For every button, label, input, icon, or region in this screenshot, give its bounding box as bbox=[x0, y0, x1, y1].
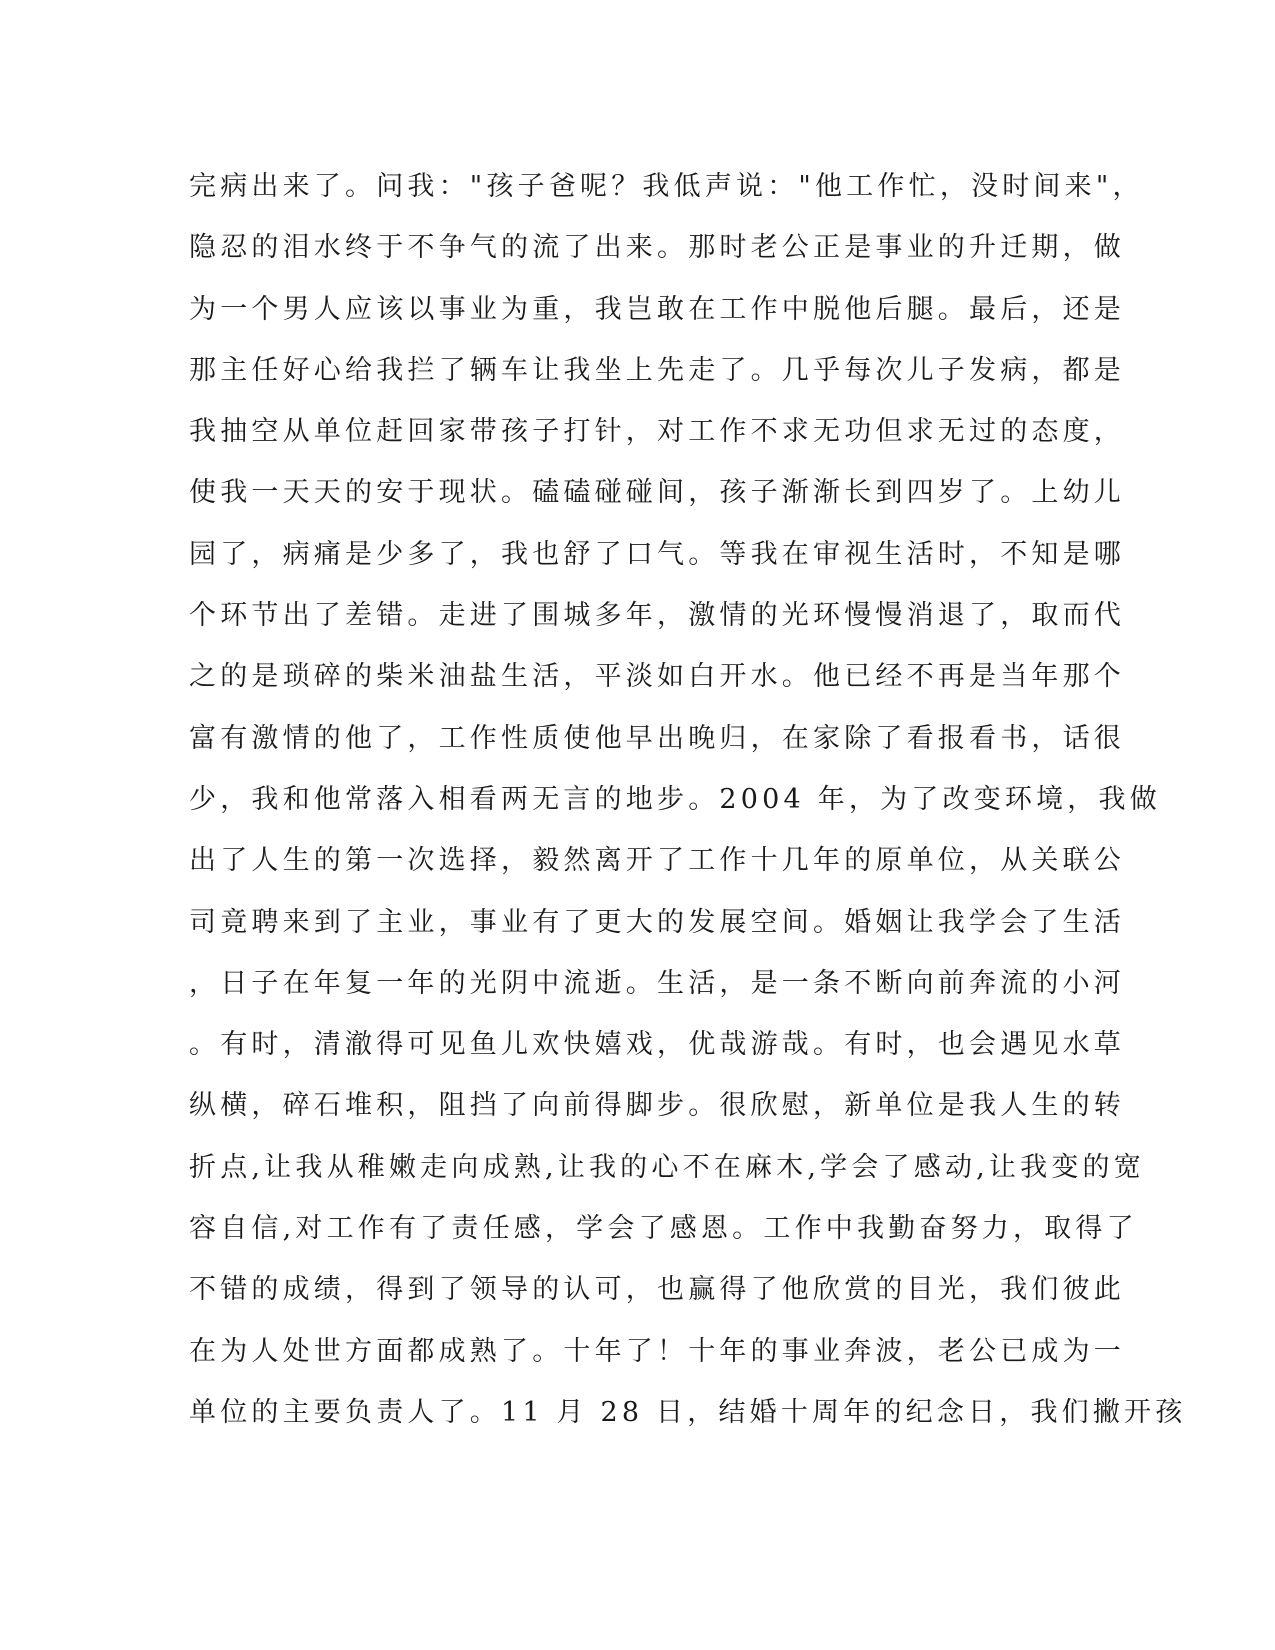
text-line: 隐忍的泪水终于不争气的流了出来。那时老公正是事业的升迁期，做 bbox=[189, 232, 1125, 264]
text-line: 个环节出了差错。走进了围城多年，激情的光环慢慢消退了，取而代 bbox=[189, 600, 1125, 632]
text-line: 完病出来了。问我："孩子爸呢？我低声说："他工作忙，没时间来"， bbox=[189, 171, 1144, 202]
text-line: ，日子在年复一年的光阴中流逝。生活，是一条不断向前奔流的小河 bbox=[189, 967, 1125, 999]
text-line: 园了，病痛是少多了，我也舒了口气。等我在审视生活时，不知是哪 bbox=[189, 538, 1125, 570]
text-line: 出了人生的第一次选择，毅然离开了工作十几年的原单位，从关联公 bbox=[189, 845, 1125, 877]
text-line: 少，我和他常落入相看两无言的地步。2004 年，为了改变环境，我做 bbox=[189, 783, 1161, 815]
text-line: 在为人处世方面都成熟了。十年了！十年的事业奔波，老公已成为一 bbox=[189, 1335, 1125, 1367]
text-line: 不错的成绩，得到了领导的认可，也赢得了他欣赏的目光，我们彼此 bbox=[189, 1274, 1125, 1306]
text-line: 。有时，清澈得可见鱼儿欢快嬉戏，优哉游哉。有时，也会遇见水草 bbox=[189, 1029, 1125, 1061]
text-line: 为一个男人应该以事业为重，我岂敢在工作中脱他后腿。最后，还是 bbox=[189, 293, 1125, 325]
body-text bbox=[189, 156, 1187, 1443]
text-line: 之的是琐碎的柴米油盐生活，平淡如白开水。他已经不再是当年那个 bbox=[189, 661, 1125, 693]
text-line: 单位的主要负责人了。11 月 28 日，结婚十周年的纪念日，我们撇开孩 bbox=[189, 1396, 1187, 1428]
text-line: 折点,让我从稚嫩走向成熟,让我的心不在麻木,学会了感动,让我变的宽 bbox=[189, 1151, 1145, 1183]
text-line: 我抽空从单位赶回家带孩子打针，对工作不求无功但求无过的态度， bbox=[189, 416, 1125, 448]
text-line: 纵横，碎石堆积，阻挡了向前得脚步。很欣慰，新单位是我人生的转 bbox=[189, 1090, 1125, 1122]
text-line: 容自信,对工作有了责任感，学会了感恩。工作中我勤奋努力，取得了 bbox=[189, 1213, 1138, 1245]
text-line: 使我一天天的安于现状。磕磕碰碰间，孩子渐渐长到四岁了。上幼儿 bbox=[189, 477, 1125, 509]
text-line: 那主任好心给我拦了辆车让我坐上先走了。几乎每次儿子发病，都是 bbox=[189, 354, 1125, 386]
text-line: 司竟聘来到了主业，事业有了更大的发展空间。婚姻让我学会了生活 bbox=[189, 906, 1125, 938]
text-line: 富有激情的他了，工作性质使他早出晚归，在家除了看报看书，话很 bbox=[189, 722, 1125, 754]
